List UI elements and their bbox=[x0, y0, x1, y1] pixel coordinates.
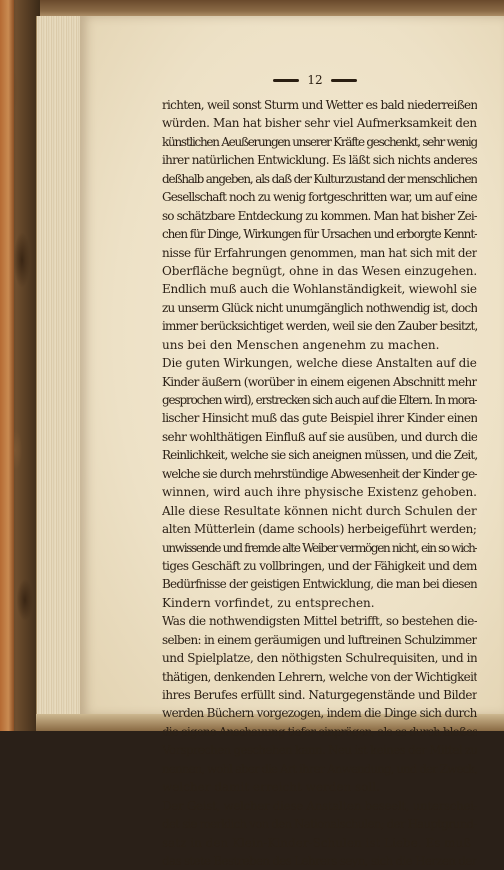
text-line: Endlich muß auch die Wohlanständigkeit, wiewohl sie bbox=[162, 282, 477, 297]
text-line: winnen, wird auch ihre physische Existenz gehoben. bbox=[162, 485, 477, 500]
text-line: Bedürfnisse der geistigen Entwicklung, die man bei diesen bbox=[162, 577, 477, 592]
text-line: und Spielplatze, den nöthigsten Schulrequisiten, und in bbox=[162, 651, 477, 666]
text-line: die eigene Anschauung tiefer einprägen, als es durch bloßes bbox=[162, 724, 477, 739]
text-line: satz in den Klein-Kinder-Schulen ist Liebe. Es muß bbox=[162, 835, 472, 850]
text-line: uns bei den Menschen angenehm zu machen. bbox=[162, 337, 440, 352]
text-line: nisse für Erfahrungen genommen, man hat sich mit der bbox=[162, 245, 477, 260]
text-line: Oberfläche begnügt, ohne in das Wesen einzugehen. bbox=[162, 263, 477, 278]
page-body-text bbox=[162, 96, 477, 870]
page-number: 12 bbox=[307, 73, 323, 87]
text-line: Kindern vorfindet, zu entsprechen. bbox=[162, 595, 375, 610]
text-line: zu unserm Glück nicht unumgänglich nothwendig ist, doch bbox=[162, 300, 477, 315]
text-line: alten Mütterlein (dame schools) herbeigeführt werden; bbox=[162, 522, 477, 537]
text-line: so schätzbare Entdeckung zu kommen. Man hat bisher Zei- bbox=[162, 208, 477, 223]
text-line: künstlichen Aeußerungen unserer Kräfte geschenkt, sehr wenig bbox=[162, 134, 477, 149]
text-line: tiges Geschäft zu vollbringen, und der Fähigkeit und dem bbox=[162, 558, 477, 573]
header-rule-left bbox=[273, 79, 299, 82]
text-line: richten, weil sonst Sturm und Wetter es bald niederreißen bbox=[162, 98, 477, 112]
text-line: werden Büchern vorgezogen, indem die Dinge sich durch bbox=[162, 706, 477, 721]
text-line: deßhalb angeben, als daß der Kulturzustand der menschlichen bbox=[162, 171, 477, 186]
page-stack-edge bbox=[36, 16, 83, 716]
text-line: Reinlichkeit, welche sie sich aneignen müssen, und die Zeit, bbox=[162, 448, 477, 463]
text-line: würden. Man hat bisher sehr viel Aufmerksamkeit den bbox=[162, 116, 477, 131]
text-line: nennen, wohl aber die Art ihrer Anwendung, und der Zweck, bbox=[162, 761, 477, 776]
text-line: welcher damit erreicht werden soll. bbox=[162, 780, 380, 795]
text-line: Die guten Wirkungen, welche diese Anstalten auf die bbox=[162, 356, 477, 371]
text-line: sehr wohlthätigen Einfluß auf sie ausüben, und durch die bbox=[162, 429, 477, 444]
text-line: ihres Berufes erfüllt sind. Naturgegenstände und Bilder bbox=[162, 688, 477, 702]
text-line: Alle diese Resultate können nicht durch Schulen der bbox=[162, 503, 477, 518]
text-line: Der Geist, welcher diese Anstalten beseelt, unterschei- bbox=[162, 798, 477, 813]
text-line: Gesellschaft noch zu wenig fortgeschritten war, um auf eine bbox=[162, 190, 477, 205]
text-line: selben: in einem geräumigen und luftreinen Schulzimmer bbox=[162, 632, 477, 647]
text-line: lischer Hinsicht muß das gute Beispiel ihrer Kinder einen bbox=[162, 411, 477, 426]
text-line: Kinder äußern (worüber in einem eigenen Abschnitt mehr bbox=[162, 374, 477, 389]
page-header bbox=[265, 72, 365, 88]
book-cover-edge bbox=[0, 0, 14, 731]
text-line: ihrer natürlichen Entwicklung. Es läßt sich nichts anderes bbox=[162, 153, 477, 168]
text-line: das stete Bestreben des Lehrers seyn, sich die Herzen der bbox=[162, 853, 477, 868]
text-line: unwissende und fremde alte Weiber vermögen nicht, ein so wich- bbox=[162, 540, 477, 555]
text-line: thätigen, denkenden Lehrern, welche von der Wichtigkeit bbox=[162, 669, 477, 684]
text-line: det sie merklich von den Nationalschulen; der Hauptgrund- bbox=[162, 817, 477, 832]
text-line: Vorsprechen geschehen kann. Neu ist keines der Mittel zu bbox=[162, 743, 477, 758]
header-rule-right bbox=[331, 79, 357, 82]
text-line: Was die nothwendigsten Mittel betrifft, so bestehen die- bbox=[162, 614, 477, 629]
text-line: welche sie durch mehrstündige Abwesenheit der Kinder ge- bbox=[162, 466, 477, 481]
text-line: immer berücksichtiget werden, weil sie den Zauber besitzt, bbox=[162, 319, 477, 334]
text-line: chen für Dinge, Wirkungen für Ursachen und erborgte Kennt- bbox=[162, 227, 477, 242]
text-line: gesprochen wird), erstrecken sich auch auf die Eltern. In mora- bbox=[162, 393, 477, 407]
